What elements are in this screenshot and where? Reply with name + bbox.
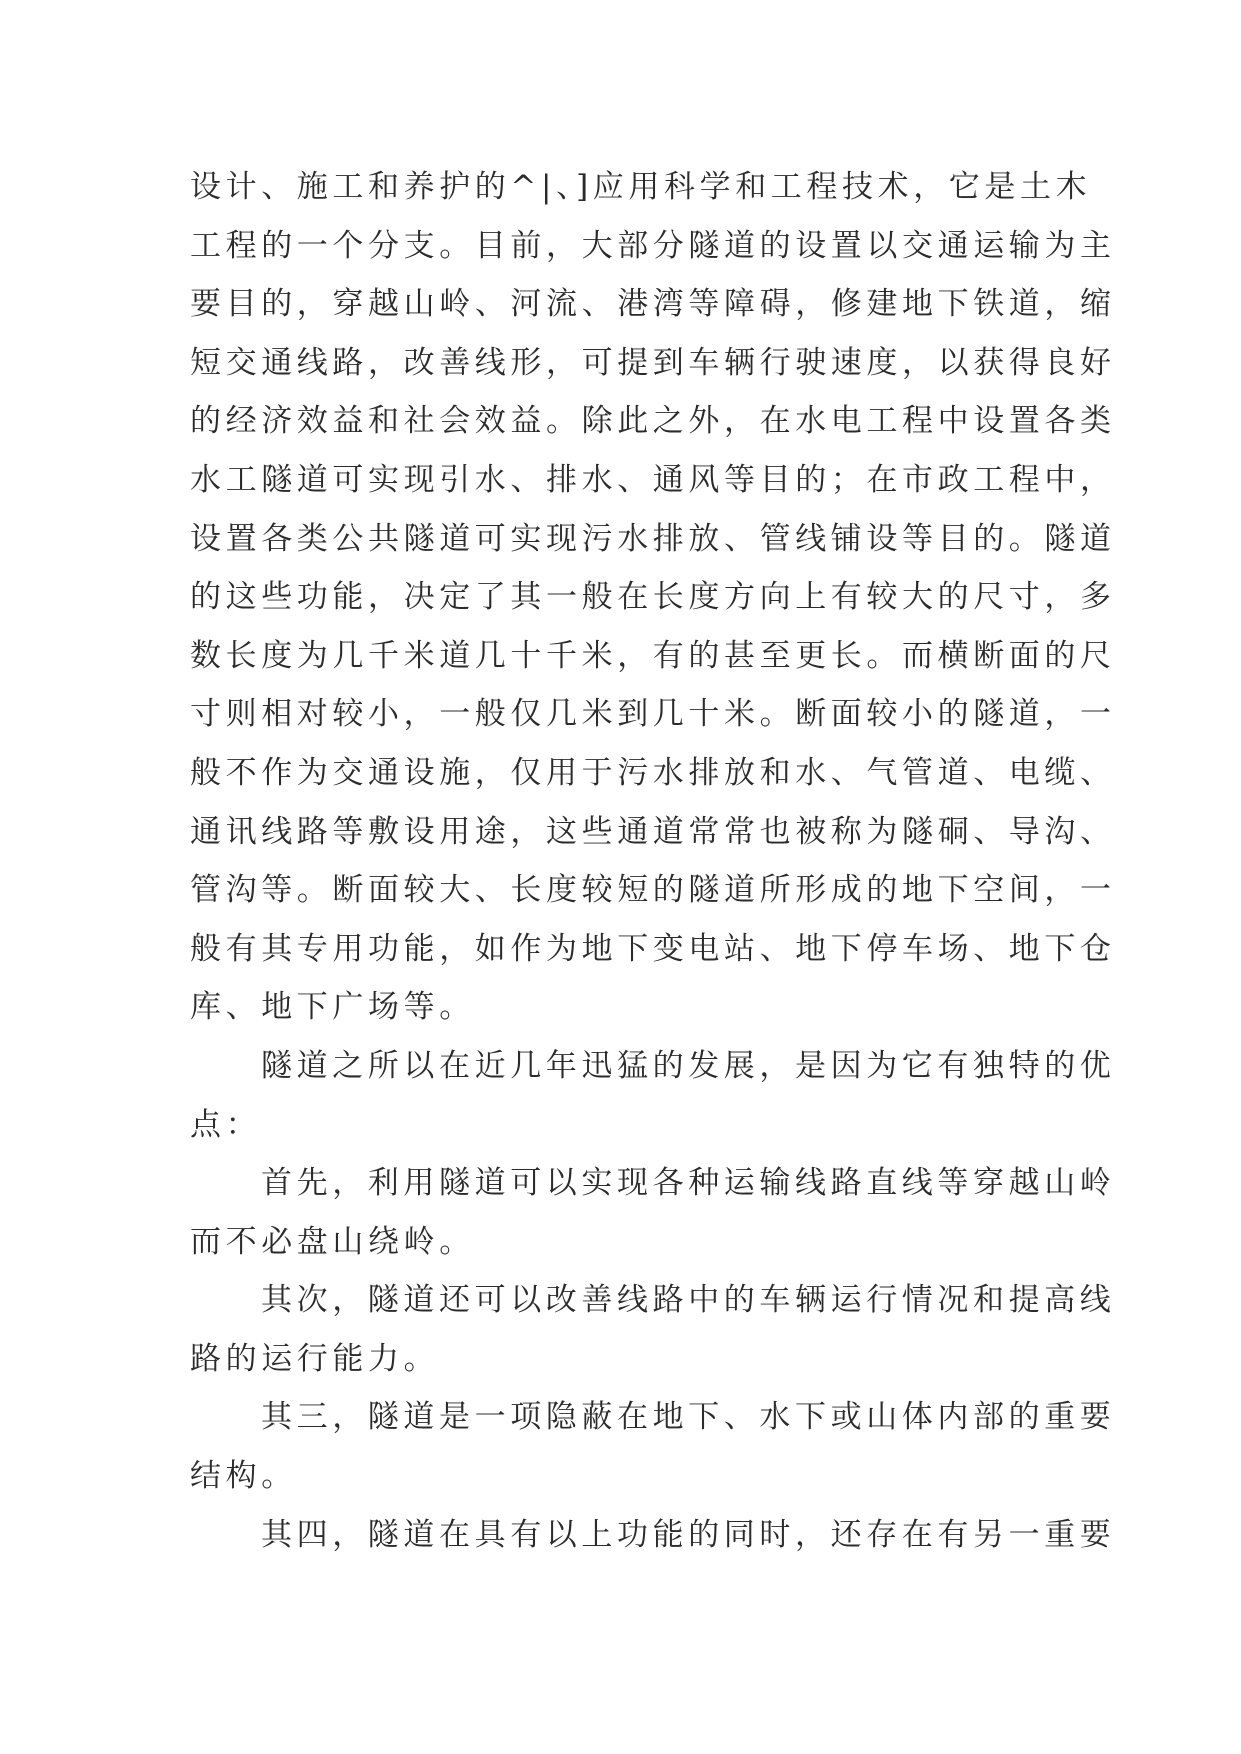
text-line: 寸则相对较小，一般仅几米到几十米。断面较小的隧道，一 — [190, 696, 1116, 733]
text-line: 设计、施工和养护的^|、]应用科学和工程技术，它是土木 — [190, 169, 1092, 205]
text-line: 的这些功能，决定了其一般在长度方向上有较大的尺寸，多 — [190, 579, 1116, 616]
text-line: 般不作为交通设施，仅用于污水排放和水、气管道、电缆、 — [190, 754, 1116, 791]
paragraph-start-line: 其三，隧道是一项隐蔽在地下、水下或山体内部的重要 — [261, 1399, 1116, 1436]
text-line: 要目的，穿越山岭、河流、港湾等障碍，修建地下铁道，缩 — [190, 286, 1116, 323]
text-line: 点： — [190, 1106, 262, 1143]
text-line: 通讯线路等敷设用途，这些通道常常也被称为隧硐、导沟、 — [190, 813, 1116, 850]
paragraph-start-line: 其四，隧道在具有以上功能的同时，还存在有另一重要 — [261, 1516, 1116, 1553]
text-line: 库、地下广场等。 — [190, 989, 475, 1026]
text-line: 工程的一个分支。目前，大部分隧道的设置以交通运输为主 — [190, 227, 1116, 264]
text-line: 的经济效益和社会效益。除此之外，在水电工程中设置各类 — [190, 403, 1116, 440]
paragraph-start-line: 其次，隧道还可以改善线路中的车辆运行情况和提高线 — [261, 1282, 1116, 1319]
text-line: 管沟等。断面较大、长度较短的隧道所形成的地下空间，一 — [190, 872, 1116, 909]
text-line: 结构。 — [190, 1458, 297, 1495]
text-line: 短交通线路，改善线形，可提到车辆行驶速度，以获得良好 — [190, 344, 1116, 381]
text-line: 而不必盘山绕岭。 — [190, 1223, 475, 1260]
text-line: 路的运行能力。 — [190, 1340, 440, 1377]
text-line: 数长度为几千米道几十千米，有的甚至更长。而横断面的尺 — [190, 637, 1116, 674]
text-line: 般有其专用功能，如作为地下变电站、地下停车场、地下仓 — [190, 930, 1116, 967]
text-line: 水工隧道可实现引水、排水、通风等目的；在市政工程中， — [190, 461, 1116, 498]
paragraph-start-line: 隧道之所以在近几年迅猛的发展，是因为它有独特的优 — [261, 1047, 1116, 1084]
paragraph-start-line: 首先，利用隧道可以实现各种运输线路直线等穿越山岭 — [261, 1165, 1116, 1202]
text-line: 设置各类公共隧道可实现污水排放、管线铺设等目的。隧道 — [190, 520, 1116, 557]
body-text — [190, 158, 1116, 1564]
